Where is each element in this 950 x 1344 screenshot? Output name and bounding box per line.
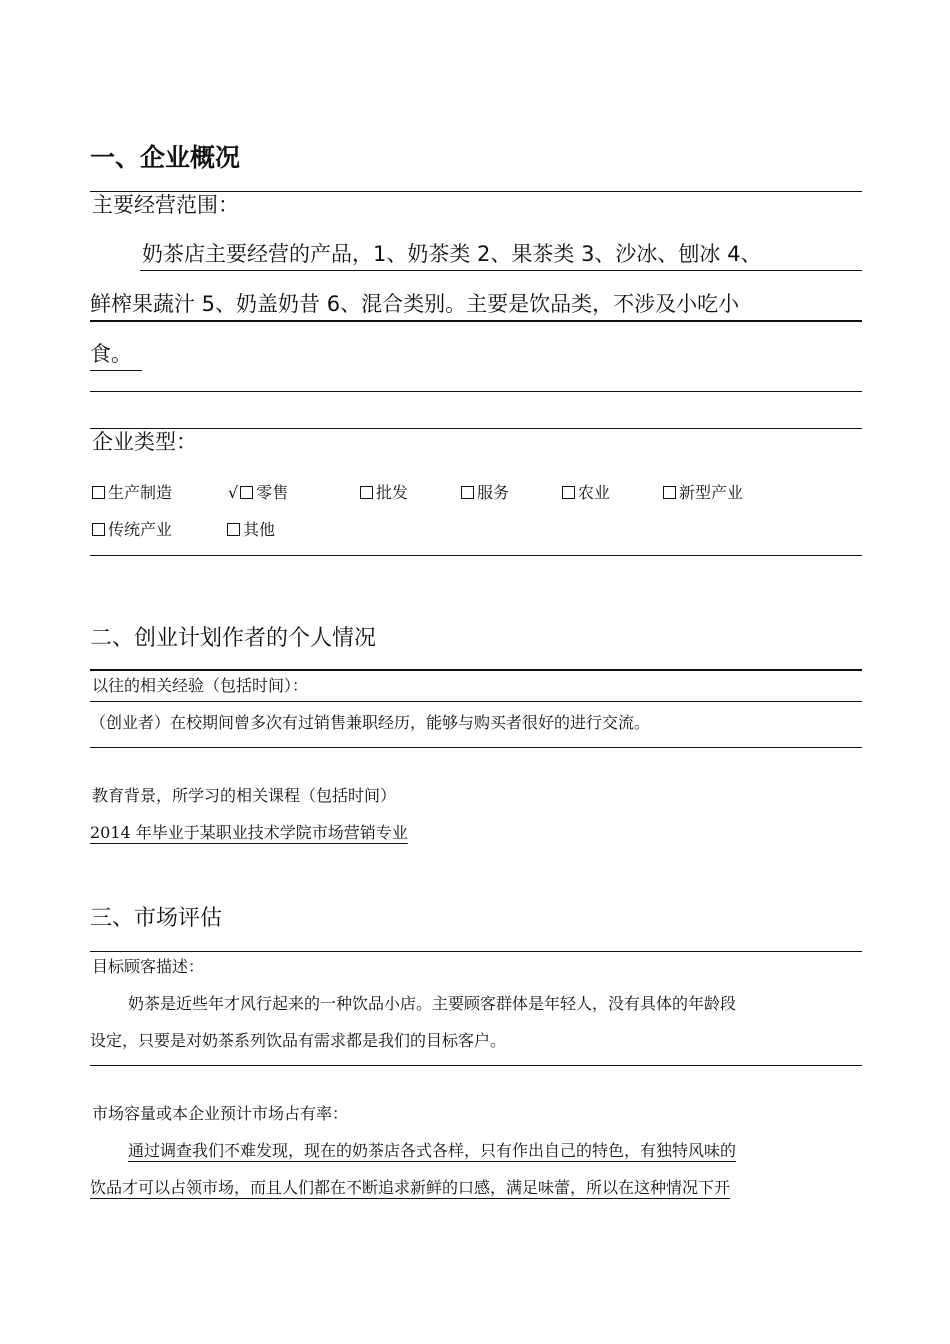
underline (90, 320, 862, 322)
experience-label: 以往的相关经验（包括时间）： (92, 676, 309, 695)
type-label: 企业类型： (92, 430, 197, 454)
divider (90, 428, 862, 429)
checkbox-icon[interactable] (227, 523, 240, 536)
share-label: 市场容量或本企业预计市场占有率： (92, 1104, 349, 1123)
scope-line-1: 奶茶店主要经营的产品，1、奶茶类 2、果茶类 3、沙冰、刨冰 4、 (142, 242, 762, 266)
divider (90, 391, 862, 392)
checkmark-icon: √ (228, 483, 239, 502)
education-text: 2014 年毕业于某职业技术学院市场营销专业 (90, 823, 408, 842)
education-label: 教育背景，所学习的相关课程（包括时间） (92, 786, 397, 805)
option-manufacturing[interactable]: 生产制造 (92, 480, 172, 503)
divider (90, 747, 862, 748)
section3-heading: 三、市场评估 (90, 906, 223, 931)
divider (90, 555, 862, 556)
scope-line-3: 食。 (90, 342, 132, 366)
target-label: 目标顾客描述： (92, 957, 205, 976)
underline (140, 270, 862, 271)
divider (90, 701, 862, 702)
checkbox-icon[interactable] (240, 486, 253, 499)
section1-heading: 一、企业概况 (90, 143, 241, 172)
target-line-1: 奶茶是近些年才风行起来的一种饮品小店。主要顾客群体是年轻人，没有具体的年龄段 (128, 994, 737, 1013)
option-retail[interactable]: √ 零售 (228, 483, 289, 502)
share-line-2: 饮品才可以占领市场，而且人们都在不断追求新鲜的口感，满足味蕾，所以在这种情况下开 (90, 1178, 731, 1197)
option-new-industry[interactable]: 新型产业 (663, 480, 743, 503)
option-traditional-industry[interactable]: 传统产业 (92, 517, 172, 540)
divider (90, 1065, 862, 1066)
checkbox-icon[interactable] (663, 486, 676, 499)
option-wholesale[interactable]: 批发 (360, 480, 408, 503)
checkbox-icon[interactable] (92, 486, 105, 499)
divider (90, 669, 862, 671)
experience-text: （创业者）在校期间曾多次有过销售兼职经历，能够与购买者很好的进行交流。 (90, 713, 651, 732)
checkbox-icon[interactable] (360, 486, 373, 499)
option-agriculture[interactable]: 农业 (562, 480, 610, 503)
scope-label: 主要经营范围： (92, 193, 239, 217)
option-service[interactable]: 服务 (461, 480, 509, 503)
divider (90, 951, 862, 952)
share-line-1: 通过调查我们不难发现，现在的奶茶店各式各样，只有作出自己的特色，有独特风味的 (128, 1141, 737, 1160)
underline (90, 370, 142, 371)
section2-heading: 二、创业计划作者的个人情况 (90, 626, 377, 651)
scope-line-2: 鲜榨果蔬汁 5、奶盖奶昔 6、混合类别。主要是饮品类，不涉及小吃小 (90, 292, 740, 316)
checkbox-icon[interactable] (461, 486, 474, 499)
checkbox-icon[interactable] (562, 486, 575, 499)
option-other[interactable]: 其他 (227, 517, 275, 540)
checkbox-icon[interactable] (92, 523, 105, 536)
target-line-2: 设定，只要是对奶茶系列饮品有需求都是我们的目标客户。 (90, 1031, 507, 1050)
